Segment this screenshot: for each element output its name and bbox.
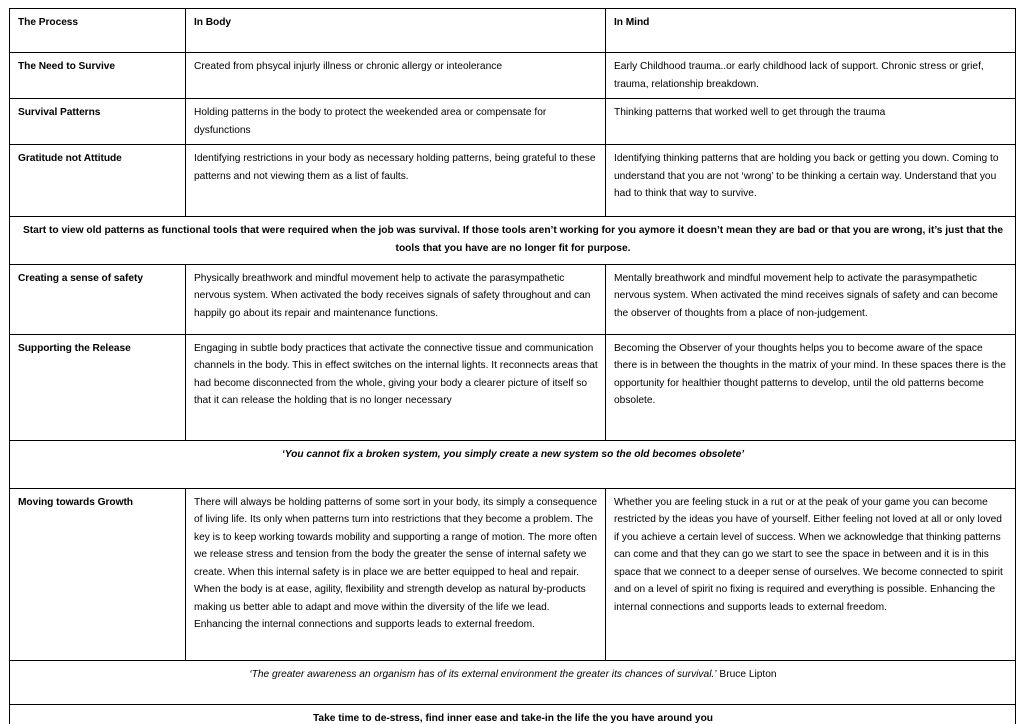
table-row [10, 53, 1016, 99]
row-label: Gratitude not Attitude [18, 153, 122, 165]
closing-row [10, 704, 1016, 724]
row-in-body-cell [186, 264, 606, 334]
process-table [9, 8, 1016, 724]
row-label-cell [10, 145, 186, 217]
quote-cell-lipton [10, 660, 1016, 704]
row-in-mind-text: Mentally breathwork and mindful movement help to activate the parasympathetic nervous system. When activated the mind receives signals of safety and can become the observer of thoughts from a place of non-judgement. [614, 272, 998, 319]
row-in-body-text: Engaging in subtle body practices that activate the connective tissue and communication channels in the body. This in effect switches on the internal lights. It reconnects areas that had become disconnected from the whole, giving your body a clearer picture of itself so that it can release the holding that is no longer necessary [194, 342, 598, 407]
header-cell-in-mind [606, 9, 1016, 53]
row-in-mind-text: Becoming the Observer of your thoughts helps you to become aware of the space there is in between the thoughts in the matrix of your mind. In these spaces there is the opportunity for healthier thought patterns to develop, until the old patterns become obsolete. [614, 342, 1006, 407]
banner-text-survival: Start to view old patterns as functional tools that were required when the job was survival. If those tools aren’t working for you aymore it doesn’t mean they are bad or that you are wrong, it’s just that the tools that you have are no longer fit for purpose. [22, 225, 1004, 255]
row-in-body-text: Identifying restrictions in your body as necessary holding patterns, being grateful to these patterns and not viewing them as a list of faults. [194, 153, 596, 182]
quote-text-lipton: ‘The greater awareness an organism has of its external environment the greater its chances of survival.’ [249, 668, 717, 680]
table-row [10, 488, 1016, 660]
quote-row-system [10, 440, 1016, 488]
row-in-body-cell [186, 53, 606, 99]
row-in-mind-text: Identifying thinking patterns that are holding you back or getting you down. Coming to understand that you are not ‘wrong’ to be thinking a certain way. Understand that you had to think that way to survive. [614, 153, 999, 200]
row-in-body-cell [186, 99, 606, 145]
row-in-mind-cell [606, 264, 1016, 334]
row-in-mind-cell [606, 145, 1016, 217]
row-in-body-cell [186, 145, 606, 217]
quote-author-lipton: Bruce Lipton [716, 668, 777, 680]
row-label: Moving towards Growth [18, 496, 133, 508]
row-label-cell [10, 53, 186, 99]
row-in-mind-cell [606, 53, 1016, 99]
table-row [10, 145, 1016, 217]
header-label-process: The Process [18, 17, 79, 28]
row-in-body-text: Physically breathwork and mindful movement help to activate the parasympathetic nervous system. When activated the body receives signals of safety throughout and can happily go about its repair and maintenance functions. [194, 272, 591, 319]
row-in-mind-cell [606, 334, 1016, 440]
banner-cell-survival [10, 217, 1016, 264]
table-row [10, 264, 1016, 334]
row-in-body-text: Holding patterns in the body to protect the weekended area or compensate for dysfunctions [194, 107, 547, 136]
row-in-body-cell [186, 334, 606, 440]
row-in-mind-text: Early Childhood trauma..or early childhood lack of support. Chronic stress or grief, trauma, relationship breakdown. [614, 61, 984, 90]
row-label: Creating a sense of safety [18, 272, 143, 284]
quote-text-system: ‘You cannot fix a broken system, you simply create a new system so the old becomes obsolete’ [281, 448, 745, 460]
table-header-row [10, 9, 1016, 53]
header-label-in-mind: In Mind [614, 17, 650, 28]
row-in-body-text: Created from phsycal injurly illness or chronic allergy or inteolerance [194, 61, 503, 72]
quote-row-lipton [10, 660, 1016, 704]
table-row [10, 99, 1016, 145]
row-in-mind-text: Whether you are feeling stuck in a rut or at the peak of your game you can become restricted by the ideas you have of yourself. Either feeling not loved at all or only loved if you achieve a certain level of success. When we acknowledge that thinking patterns can come and that they can go we start to see the space in between and it is in this space that we connect to a deeper sense of ourselves. We become connected to spirit and on a level of spirit no fixing is required and everything is possible. Enhancing the internal connections and supports leads to external freedom. [614, 496, 1003, 613]
closing-cell [10, 704, 1016, 724]
header-cell-process [10, 9, 186, 53]
header-label-in-body: In Body [194, 17, 232, 28]
header-cell-in-body [186, 9, 606, 53]
row-label-cell [10, 264, 186, 334]
row-in-body-text: There will always be holding patterns of some sort in your body, its simply a consequence of living life. Its only when patterns turn into restrictions that they become a problem. The key is to keep working towards mobility and supporting a range of motion. The more often we release stress and tension from the body the greater the sense of internal safety we create. When this internal safety is in place we are better equipped to heal and repair. When the body is at ease, agility, flexibility and strength develop as natural by-products making us better able to adapt and move within the diversity of the life we lead. Enhancing the internal connections and supports leads to external freedom. [194, 496, 597, 631]
table-row [10, 334, 1016, 440]
row-label: Supporting the Release [18, 342, 131, 354]
row-in-mind-text: Thinking patterns that worked well to get through the trauma [614, 107, 886, 119]
closing-text: Take time to de-stress, find inner ease and take-in the life the you have around you [312, 712, 714, 724]
row-in-mind-cell [606, 99, 1016, 145]
banner-row-survival [10, 217, 1016, 264]
row-label-cell [10, 334, 186, 440]
row-label: Survival Patterns [18, 107, 101, 119]
quote-cell-system [10, 440, 1016, 488]
row-in-mind-cell [606, 488, 1016, 660]
row-label: The Need to Survive [18, 61, 115, 72]
row-label-cell [10, 488, 186, 660]
row-label-cell [10, 99, 186, 145]
row-in-body-cell [186, 488, 606, 660]
